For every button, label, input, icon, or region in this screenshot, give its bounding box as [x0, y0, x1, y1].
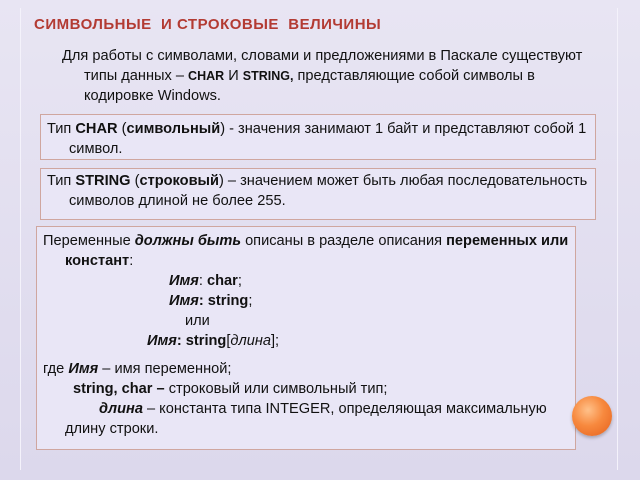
where-name: Имя — [68, 361, 99, 377]
decl3-open: [ — [226, 333, 231, 349]
char-type-name: CHAR — [75, 121, 118, 137]
variables-paragraph — [43, 231, 569, 271]
variables-box — [36, 226, 576, 450]
orange-circle-button[interactable] — [572, 396, 612, 436]
or-line: или — [185, 313, 210, 329]
string-type-name: STRING — [75, 173, 131, 189]
decl-string-len-line — [43, 331, 569, 351]
decl3-close: ]; — [270, 333, 280, 349]
slide-title: СИМВОЛЬНЫЕ И СТРОКОВЫЕ ВЕЛИЧИНЫ — [34, 16, 382, 33]
char-text-2: ( — [117, 121, 127, 137]
intro-string-keyword: STRING, — [242, 69, 294, 83]
char-type-box — [40, 114, 596, 160]
vars-section: переменных или констант — [65, 233, 569, 269]
where-desc: – имя переменной; — [98, 361, 232, 377]
decl3-type: : string — [176, 333, 227, 349]
string-text-1: Тип — [47, 173, 76, 189]
decl3-name: Имя — [147, 333, 177, 349]
intro-text-3: представляющие собой символы в кодировке Windows. — [84, 68, 535, 104]
where-word: где — [43, 361, 69, 377]
decl2-name: Имя — [169, 293, 199, 309]
decl1-end: ; — [237, 273, 242, 289]
char-text-3: ) - значения занимают 1 байт и представляют собой 1 символ. — [69, 121, 587, 157]
char-text-1: Тип — [47, 121, 76, 137]
vars-text-3: : — [129, 253, 134, 269]
string-type-paragraph — [47, 171, 589, 211]
string-text-2: ( — [130, 173, 140, 189]
length-paragraph — [43, 399, 569, 439]
string-type-box — [40, 168, 596, 220]
vars-text-1: Переменные — [43, 233, 135, 249]
decl1-sep: : — [198, 273, 207, 289]
decl2-type: : string — [198, 293, 249, 309]
len-desc: – константа типа INTEGER, определяющая максимальную длину строки. — [65, 401, 547, 437]
decl1-name: Имя — [169, 273, 199, 289]
vars-must: должны быть — [134, 233, 242, 249]
intro-text-2: И — [224, 68, 243, 84]
where-line — [43, 359, 569, 379]
char-type-paragraph — [47, 119, 589, 159]
decl-string-line — [43, 291, 569, 311]
decl-char-line — [43, 271, 569, 291]
string-type-word: строковый — [139, 173, 219, 189]
intro-paragraph — [62, 46, 604, 106]
types-desc: строковый или символьный тип; — [164, 381, 388, 397]
decl1-type: char — [207, 273, 238, 289]
intro-char-keyword: CHAR — [188, 69, 225, 83]
char-type-word: символьный — [126, 121, 221, 137]
vars-text-2: описаны в разделе описания — [241, 233, 447, 249]
intro-text-1: Для работы с символами, словами и предложениями в Паскале существуют типы данных – — [62, 48, 583, 84]
types-line — [43, 379, 569, 399]
types-list: string, char – — [73, 381, 165, 397]
len-name: длина — [99, 401, 143, 417]
decl3-len: длина — [230, 333, 271, 349]
string-text-3: ) – значением может быть любая последовательность символов длиной не более 255. — [69, 173, 588, 209]
decl2-end: ; — [248, 293, 253, 309]
